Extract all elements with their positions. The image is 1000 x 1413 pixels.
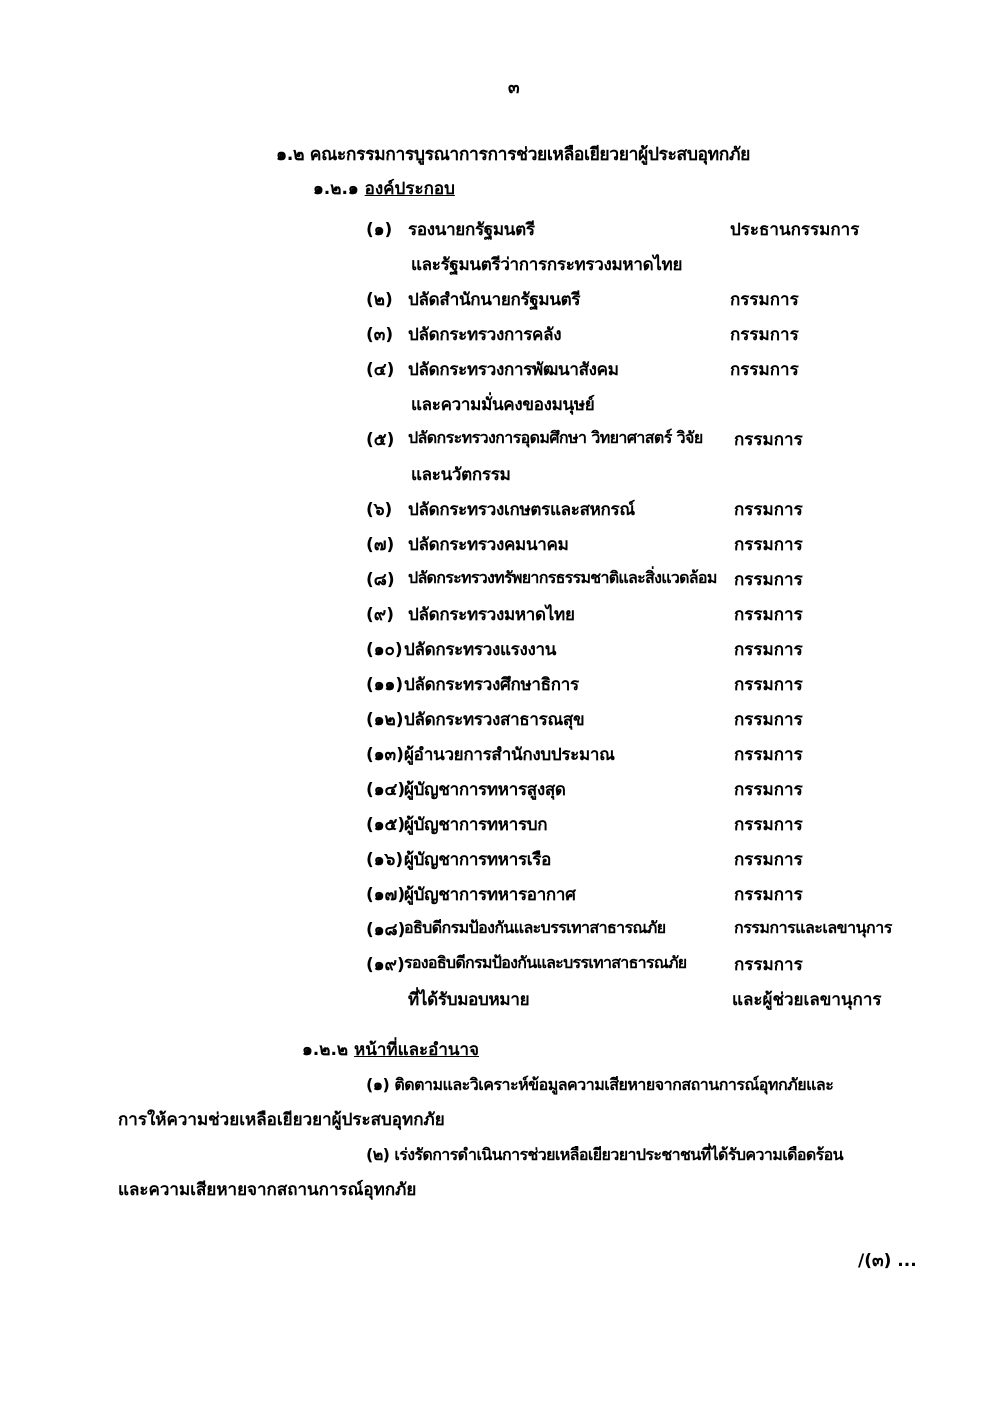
member-name: ผู้อำนวยการสำนักงบประมาณ — [404, 745, 615, 765]
member-number: (๑๔) — [366, 780, 406, 800]
member-number: (๘) — [366, 570, 395, 590]
member-row — [0, 881, 1000, 905]
page-number: ๓ — [508, 78, 520, 98]
member-number: (๒) — [366, 290, 393, 310]
member-row — [0, 461, 1000, 485]
member-role: และผู้ช่วยเลขานุการ — [732, 990, 882, 1010]
member-name: ปลัดกระทรวงมหาดไทย — [408, 605, 575, 625]
member-row — [0, 251, 1000, 275]
member-role: กรรมการ — [734, 850, 803, 870]
member-name: ปลัดสำนักนายกรัฐมนตรี — [408, 290, 581, 310]
member-row — [0, 776, 1000, 800]
duty-2-line-1: (๒) เร่งรัดการดำเนินการช่วยเหลือเยียวยาประชาชนที่ได้รับความเดือดร้อน — [366, 1145, 844, 1164]
member-role: กรรมการ — [734, 815, 803, 835]
member-number: (๖) — [366, 500, 393, 520]
member-role: กรรมการ — [734, 605, 803, 625]
member-row — [0, 356, 1000, 380]
member-name: ปลัดกระทรวงการอุดมศึกษา วิทยาศาสตร์ วิจัย — [408, 428, 703, 447]
member-number: (๑๗) — [366, 885, 406, 905]
member-role: กรรมการ — [734, 710, 803, 730]
member-row — [0, 916, 1000, 940]
duty-2-line-2: และความเสียหายจากสถานการณ์อุทกภัย — [118, 1180, 417, 1200]
member-row — [0, 566, 1000, 590]
member-role: กรรมการและเลขานุการ — [734, 918, 892, 937]
member-row — [0, 286, 1000, 310]
member-role: กรรมการ — [734, 955, 803, 975]
member-role: กรรมการ — [734, 640, 803, 660]
member-row — [0, 846, 1000, 870]
member-number: (๑๓) — [366, 745, 404, 765]
member-row — [0, 986, 1000, 1010]
member-row — [0, 951, 1000, 975]
member-role: กรรมการ — [734, 780, 803, 800]
member-role: กรรมการ — [734, 745, 803, 765]
member-role: กรรมการ — [734, 570, 803, 590]
member-role: กรรมการ — [730, 325, 799, 345]
subsection-number: ๑.๒.๑ — [313, 179, 359, 199]
subsection-heading-composition — [313, 181, 455, 198]
member-name: ที่ได้รับมอบหมาย — [408, 990, 530, 1010]
member-number: (๑๑) — [366, 675, 404, 695]
member-number: (๑๕) — [366, 815, 406, 835]
member-name: ปลัดกระทรวงการคลัง — [408, 325, 562, 345]
member-name: และนวัตกรรม — [411, 465, 511, 485]
member-row — [0, 496, 1000, 520]
section-title: ๑.๒ คณะกรรมการบูรณาการการช่วยเหลือเยียวยาผู้ประสบอุทกภัย — [276, 145, 750, 165]
member-name: และรัฐมนตรีว่าการกระทรวงมหาดไทย — [411, 255, 683, 275]
member-row — [0, 321, 1000, 345]
subsection-title: หน้าที่และอำนาจ — [354, 1040, 480, 1060]
member-number: (๑) — [366, 220, 393, 240]
continuation-marker: /(๓) ... — [858, 1251, 917, 1271]
member-name: รองนายกรัฐมนตรี — [408, 220, 535, 240]
subsection-number: ๑.๒.๒ — [302, 1040, 349, 1060]
member-number: (๔) — [366, 360, 395, 380]
member-number: (๕) — [366, 430, 395, 450]
member-role: กรรมการ — [734, 430, 803, 450]
member-name: และความมั่นคงของมนุษย์ — [411, 395, 595, 415]
member-row — [0, 671, 1000, 695]
member-role: กรรมการ — [730, 360, 799, 380]
member-name: ปลัดกระทรวงคมนาคม — [408, 535, 569, 555]
member-name: ปลัดกระทรวงศึกษาธิการ — [404, 675, 579, 695]
member-role: ประธานกรรมการ — [730, 220, 860, 240]
member-name: ปลัดกระทรวงการพัฒนาสังคม — [408, 360, 619, 380]
member-name: ผู้บัญชาการทหารเรือ — [404, 850, 552, 870]
member-name: ปลัดกระทรวงสาธารณสุข — [404, 710, 585, 730]
member-row — [0, 426, 1000, 450]
member-role: กรรมการ — [734, 535, 803, 555]
member-row — [0, 706, 1000, 730]
member-row — [0, 636, 1000, 660]
member-number: (๑๙) — [366, 955, 405, 975]
member-row — [0, 601, 1000, 625]
member-row — [0, 741, 1000, 765]
member-number: (๑๖) — [366, 850, 404, 870]
member-role: กรรมการ — [734, 675, 803, 695]
member-number: (๑๒) — [366, 710, 404, 730]
member-row — [0, 531, 1000, 555]
duty-1-line-2: การให้ความช่วยเหลือเยียวยาผู้ประสบอุทกภัย — [118, 1110, 445, 1130]
member-row — [0, 216, 1000, 240]
member-name: ผู้บัญชาการทหารบก — [404, 815, 548, 835]
member-row — [0, 391, 1000, 415]
member-name: ผู้บัญชาการทหารอากาศ — [404, 885, 576, 905]
member-name: อธิบดีกรมป้องกันและบรรเทาสาธารณภัย — [404, 918, 666, 937]
member-role: กรรมการ — [730, 290, 799, 310]
member-name: ปลัดกระทรวงทรัพยากรธรรมชาติและสิ่งแวดล้อม — [408, 568, 717, 587]
member-role: กรรมการ — [734, 500, 803, 520]
member-number: (๑๐) — [366, 640, 403, 660]
duty-1-line-1: (๑) ติดตามและวิเคราะห์ข้อมูลความเสียหายจากสถานการณ์อุทกภัยและ — [366, 1075, 834, 1094]
member-name: ปลัดกระทรวงเกษตรและสหกรณ์ — [408, 500, 635, 520]
member-number: (๑๘) — [366, 920, 406, 940]
member-row — [0, 811, 1000, 835]
member-name: รองอธิบดีกรมป้องกันและบรรเทาสาธารณภัย — [404, 953, 687, 972]
subsection-title: องค์ประกอบ — [364, 179, 455, 199]
member-number: (๗) — [366, 535, 395, 555]
member-number: (๓) — [366, 325, 394, 345]
member-number: (๙) — [366, 605, 394, 625]
member-name: ผู้บัญชาการทหารสูงสุด — [404, 780, 566, 800]
subsection-heading-duties — [302, 1042, 479, 1059]
member-name: ปลัดกระทรวงแรงงาน — [404, 640, 557, 660]
member-role: กรรมการ — [734, 885, 803, 905]
